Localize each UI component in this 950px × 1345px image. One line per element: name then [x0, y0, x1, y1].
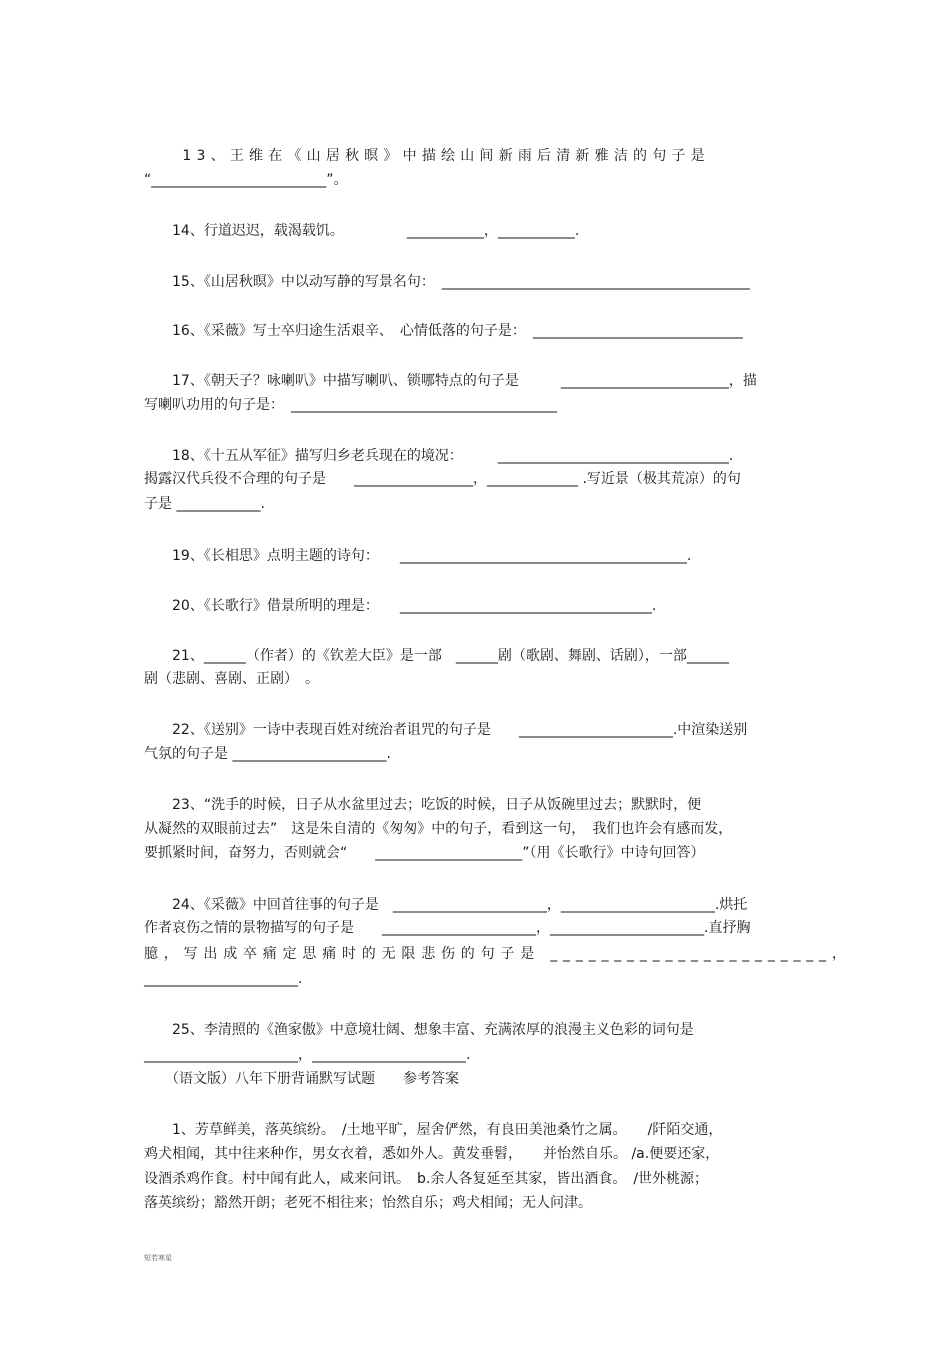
line-21: 作者哀伤之情的景物描写的句子是 ______________________，______________________.直抒胸	[144, 920, 751, 936]
line-14: 剧（悲剧、喜剧、正剧） 。	[144, 671, 319, 687]
footer-text: 短若寒星	[144, 1254, 172, 1262]
line-4: 15、《山居秋暝》中以动写静的写景名句： ____________________________________________	[144, 274, 750, 290]
line-23: ______________________.	[144, 971, 303, 987]
line-11: 19、《长相思》点明主题的诗句： _________________________________________.	[144, 548, 692, 564]
line-17: 23、“洗手的时候，日子从水盆里过去；吃饭的时候，日子从饭碗里过去；默默时，便	[144, 797, 702, 813]
line-15: 22、《送别》一诗中表现百姓对统治者诅咒的句子是 ______________________.中渲染送别	[144, 722, 748, 738]
line-8: 18、《十五从军征》描写归乡老兵现在的境况： _________________________________.	[144, 448, 734, 464]
answer-line-4: 落英缤纷；豁然开朗；老死不相往来；怡然自乐；鸡犬相闻；无人问津。	[144, 1195, 592, 1211]
line-25: ______________________，______________________.	[144, 1047, 471, 1063]
line-19: 要抓紧时间，奋努力，否则就会“ _____________________”（用《长歌行》中诗句回答）	[144, 845, 705, 861]
line-6: 17、《朝天子？咏喇叭》中描写喇叭、锁哪特点的句子是 ________________________，描	[144, 373, 757, 389]
answer-line-2: 鸡犬相闻，其中往来种作，男女衣着，悉如外人。黄发垂髫， 并怡然自乐。 /a.便要还家，	[144, 1146, 720, 1162]
line-20: 24、《采薇》中回首往事的句子是 ______________________，______________________.烘托	[144, 897, 748, 913]
answer-line-1: 1、芳草鲜美，落英缤纷。 /土地平旷，屋舍俨然，有良田美池桑竹之属。 /阡陌交通，	[144, 1122, 723, 1138]
line-12: 20、《长歌行》借景所明的理是： ____________________________________.	[144, 598, 657, 614]
line-13: 21、______（作者）的《钦差大臣》是一部 ______剧（歌剧、舞剧、话剧），一部______	[144, 648, 729, 664]
line-22: 臆，写出成卒痛定思痛时的无限悲伤的句子是 ______________________，	[144, 946, 852, 962]
line-10: 子是 ____________.	[144, 496, 265, 512]
line-5: 16、《采薇》写士卒归途生活艰辛、 心情低落的句子是： ______________________________	[144, 323, 743, 339]
line-16: 气氛的句子是 ______________________.	[144, 746, 391, 762]
line-2: “_________________________”。	[144, 172, 348, 188]
line-7: 写喇叭功用的句子是： ______________________________________	[144, 397, 557, 413]
line-18: 从凝然的双眼前过去” 这是朱自清的《匆匆》中的句子，看到这一句， 我们也许会有感而发，	[144, 821, 733, 837]
answer-title: （语文版）八年下册背诵默写试题 参考答案	[144, 1071, 459, 1087]
answer-line-3: 设酒杀鸡作食。村中闻有此人，咸来问讯。 b.余人各复延至其家，皆出酒食。 /世外桃源；	[144, 1171, 709, 1187]
line-24: 25、李清照的《渔家傲》中意境壮阔、想象丰富、充满浓厚的浪漫主义色彩的词句是	[144, 1022, 694, 1038]
line-1: 13、王维在《山居秋暝》中描绘山间新雨后清新雅洁的句子是	[144, 148, 710, 164]
line-9: 揭露汉代兵役不合理的句子是 _________________，_____________ .写近景（极其荒凉）的句	[144, 471, 741, 487]
line-3: 14、行道迟迟，载渴载饥。 ___________，___________.	[144, 223, 580, 239]
